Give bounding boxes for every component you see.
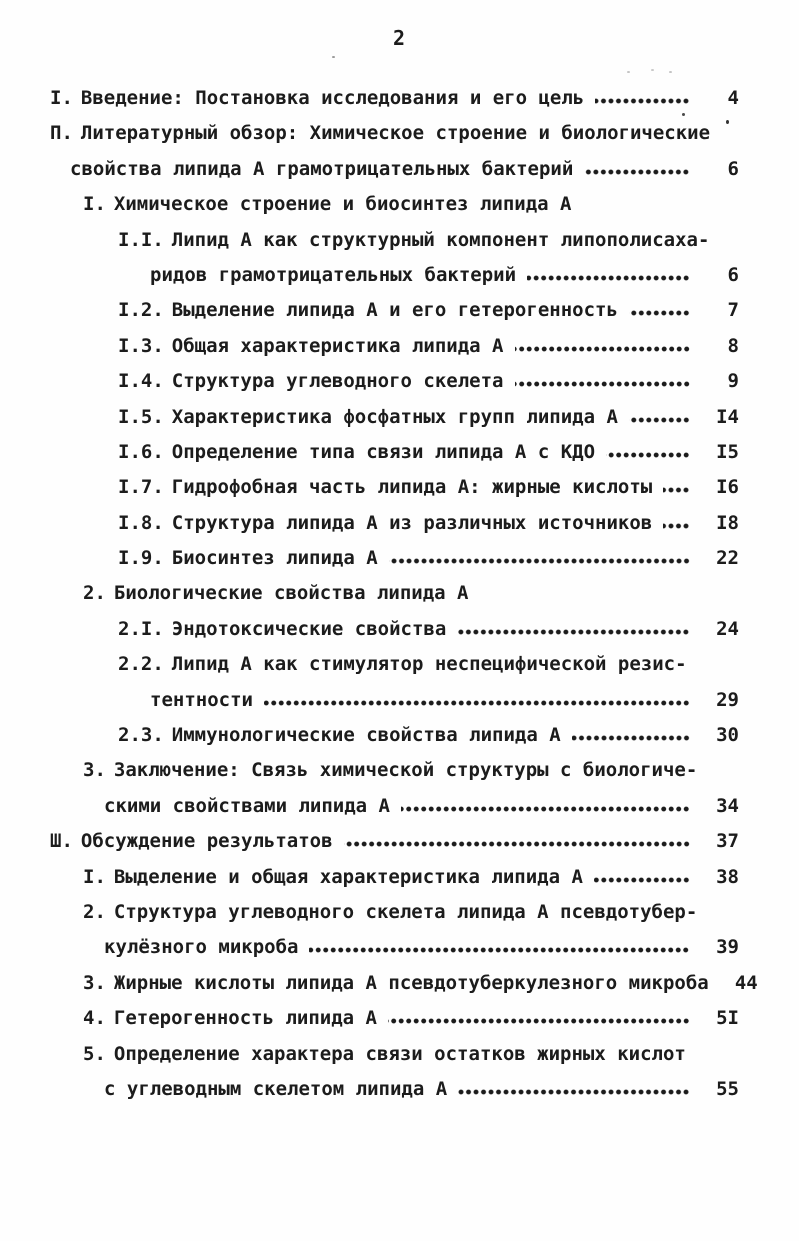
toc-entry-title: Липид А как структурный компонент липополисаха- [171,228,710,251]
toc-entry-number: I.I. [118,228,164,251]
toc-entry-page: 44 [734,971,758,994]
toc-entry-title: Обсуждение результатов [80,830,333,853]
toc-row [50,336,739,357]
indent-spacer [50,952,104,953]
toc-entry-title: Биосинтез липида А [171,547,378,570]
toc-row [50,123,739,144]
dot-leader [663,487,690,493]
indent-spacer [50,669,118,670]
toc-entry-number: Ш. [50,830,73,853]
indent-spacer [50,598,83,599]
toc-row [50,194,739,215]
scan-speck [627,71,630,73]
toc-entry-title: ридов грамотрицательных бактерий [150,263,517,286]
toc-row [50,690,739,711]
scan-speck [332,56,335,58]
toc-entry-page: I5 [716,440,739,463]
toc-entry-title: Введение: Постановка исследования и его цель [80,87,585,109]
toc-row [50,371,739,392]
indent-spacer [50,386,118,387]
toc-entry-page: 24 [716,617,739,640]
toc-entry-title: Заключение: Связь химической структуры с биологиче- [113,759,698,782]
toc-entry-number: 2. [83,900,106,923]
dot-leader [458,1089,690,1095]
indent-spacer [50,492,118,493]
dot-leader [389,558,690,564]
toc-row [50,159,739,180]
toc-entry-title: Структура углеводного скелета липида А псевдотубер- [113,900,698,923]
toc-entry-title: с углеводным скелетом липида А [104,1077,448,1100]
toc-entry-page: 5I [716,1007,739,1030]
indent-spacer [50,457,118,458]
toc-entry-title: Биологические свойства липида А [113,582,469,605]
toc-row [50,477,739,498]
toc-entry-title: Химическое строение и биосинтез липида А [113,193,572,216]
toc-row [50,831,739,852]
toc-entry-page: 38 [716,865,739,888]
toc-row [50,654,739,675]
indent-spacer [50,245,118,246]
toc-entry-page: 7 [727,299,739,322]
indent-spacer [50,634,118,635]
toc-row [50,760,739,781]
indent-spacer [50,563,118,564]
toc-row [50,902,739,923]
toc-row [50,230,739,251]
toc-row [50,300,739,321]
dot-leader [629,310,690,316]
toc-entry-number: I. [83,865,106,888]
toc-entry-page: I8 [716,511,739,534]
toc-entry-number: 2.I. [118,617,164,640]
scan-speck [651,69,654,71]
indent-spacer [50,280,150,281]
indent-spacer [50,811,104,812]
toc-entry-title: Иммунологические свойства липида А [171,724,561,747]
toc-entry-title: Литературный обзор: Химическое строение и биологические [80,122,711,145]
dot-leader [515,346,691,352]
dot-leader [515,381,691,387]
toc-row [50,265,739,286]
toc-entry-page: 6 [727,157,739,180]
toc-entry-title: Общая характеристика липида А [171,334,504,357]
dot-leader [309,947,690,953]
dot-leader [594,877,690,883]
indent-spacer [50,528,118,529]
toc-row [50,1044,739,1065]
toc-entry-number: I.7. [118,476,164,499]
toc-row [50,725,739,746]
toc-row [50,442,739,463]
toc-entry-page: 8 [727,334,739,357]
toc-entry-page: 9 [727,370,739,393]
dot-leader [629,417,690,423]
toc-entry-number: I.2. [118,299,164,322]
toc-list [0,51,799,1100]
toc-row [50,1008,739,1029]
toc-entry-title: Выделение и общая характеристика липида А [113,865,583,888]
dot-leader [401,806,690,812]
scan-speck [682,113,685,116]
toc-entry-title: Выделение липида А и его гетерогенность [171,299,618,322]
toc-entry-number: 4. [83,1007,106,1030]
toc-entry-title: Гидрофобная часть липида А: жирные кислоты [171,476,653,499]
indent-spacer [50,917,83,918]
toc-row [50,407,739,428]
toc-entry-number: I.5. [118,405,164,428]
toc-entry-title: Эндотоксические свойства [171,617,447,640]
toc-entry-page: I6 [716,476,739,499]
toc-row [50,619,739,640]
dot-leader [388,1018,690,1024]
dot-leader [457,629,690,635]
toc-entry-number: I.6. [118,440,164,463]
toc-entry-title: Определение типа связи липида А с КДО [171,440,596,463]
toc-entry-title: тентности [150,688,253,711]
toc-entry-title: Структура углеводного скелета [171,370,504,393]
toc-entry-title: свойства липида А грамотрицательных бактерий [70,157,574,180]
toc-entry-page: 30 [716,724,739,747]
toc-entry-number: I. [50,87,73,109]
toc-entry-number: 2.2. [118,653,164,676]
toc-entry-number: 2. [83,582,106,605]
indent-spacer [50,1094,104,1095]
dot-leader [264,700,690,706]
indent-spacer [50,775,83,776]
toc-entry-title: Определение характера связи остатков жирных кислот [113,1042,686,1065]
dot-leader [584,169,690,175]
toc-row [50,796,739,817]
toc-entry-title: кулёзного микроба [104,936,299,959]
dot-leader [606,452,690,458]
toc-entry-page: 37 [716,830,739,853]
toc-row [50,1079,739,1100]
scan-speck [726,120,729,124]
toc-entry-page: 29 [716,688,739,711]
toc-row [50,88,739,109]
toc-entry-number: 5. [83,1042,106,1065]
indent-spacer [50,1059,83,1060]
toc-entry-number: 3. [83,971,106,994]
indent-spacer [50,988,83,989]
toc-row [50,937,739,958]
toc-entry-number: I. [83,193,106,216]
toc-entry-page: 6 [727,263,739,286]
toc-entry-number: I.9. [118,547,164,570]
indent-spacer [50,351,118,352]
indent-spacer [50,315,118,316]
toc-entry-number: I.8. [118,511,164,534]
dot-leader [527,275,690,281]
indent-spacer [50,705,150,706]
indent-spacer [50,740,118,741]
toc-row [50,867,739,888]
toc-entry-number: 3. [83,759,106,782]
toc-entry-number: 2.3. [118,724,164,747]
toc-entry-page: I4 [716,405,739,428]
toc-entry-page: 39 [716,936,739,959]
indent-spacer [50,209,83,210]
toc-entry-page: 4 [727,87,739,109]
scan-speck [669,71,672,73]
toc-entry-title: Жирные кислоты липида А псевдотуберкулезного микроба [113,971,709,994]
toc-row [50,513,739,534]
toc-row [50,548,739,569]
toc-entry-title: Характеристика фосфатных групп липида А [171,405,618,428]
toc-entry-number: П. [50,122,73,145]
page-number-top: 2 [392,26,407,50]
dot-leader [663,523,690,529]
dot-leader [344,841,690,847]
indent-spacer [50,422,118,423]
dot-leader [595,98,690,104]
indent-spacer [50,174,70,175]
toc-entry-page: 34 [716,794,739,817]
dot-leader [572,735,690,741]
toc-entry-title: Структура липида А из различных источников [171,511,653,534]
toc-row [50,971,758,994]
toc-entry-page: 22 [716,547,739,570]
toc-entry-title: скими свойствами липида А [104,794,390,817]
toc-entry-number: I.3. [118,334,164,357]
toc-entry-title: Гетерогенность липида А [113,1007,377,1030]
indent-spacer [50,1023,83,1024]
toc-row [50,583,739,604]
toc-entry-title: Липид А как стимулятор неспецифической резис- [171,653,687,676]
toc-entry-number: I.4. [118,370,164,393]
indent-spacer [50,882,83,883]
toc-entry-page: 55 [716,1077,739,1100]
